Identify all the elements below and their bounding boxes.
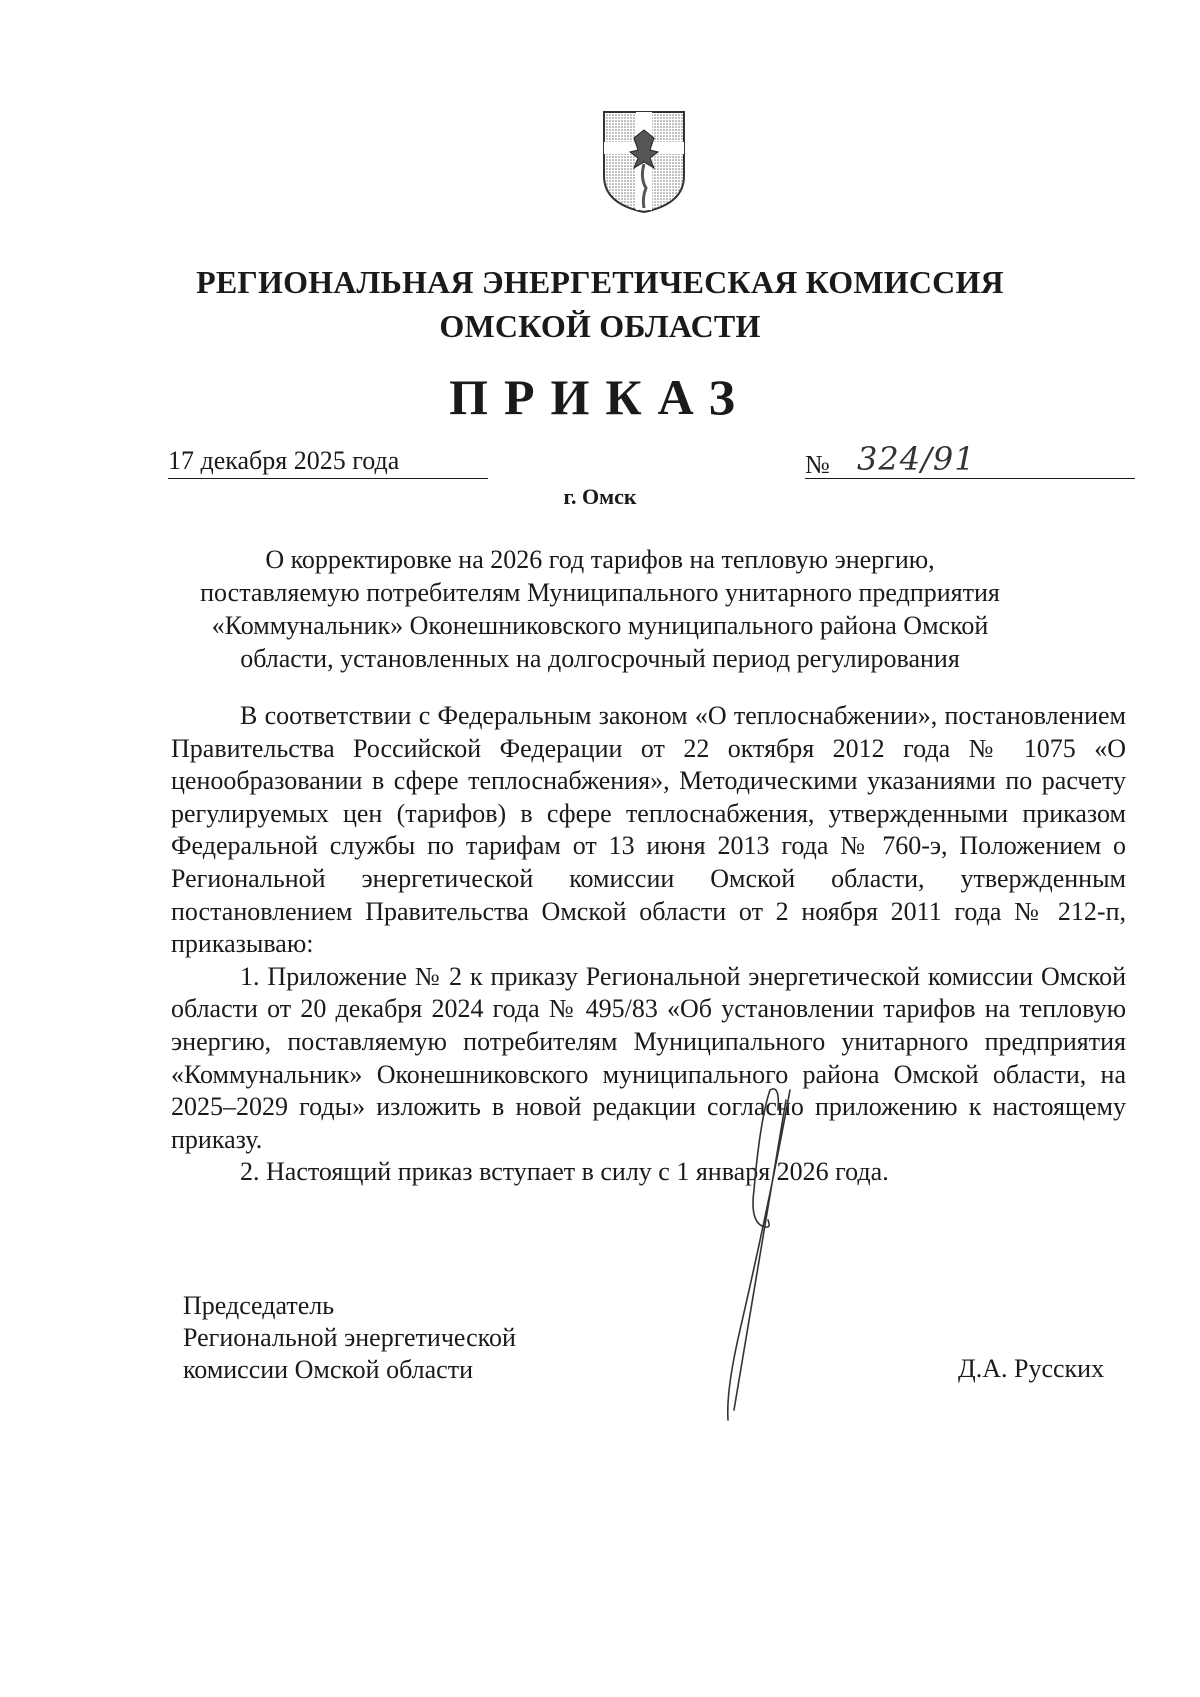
subject-line: области, установленных на долгосрочный период регулирования [240,644,960,673]
document-type: ПРИКАЗ [449,369,751,425]
subject-line: поставляемую потребителям Муниципального унитарного предприятия [200,578,1000,607]
subject-line: «Коммунальник» Оконешниковского муниципального района Омской [211,611,989,640]
organization-name [150,260,1050,348]
signatory-title-line3: комиссии Омской области [183,1355,473,1384]
signatory-title-line1: Председатель [183,1291,335,1320]
subject-line: О корректировке на 2026 год тарифов на тепловую энергию, [265,545,935,574]
document-number-value: 324/91 [857,440,976,478]
document-number-label: № [805,450,830,479]
organization-name-line1: РЕГИОНАЛЬНАЯ ЭНЕРГЕТИЧЕСКАЯ КОМИССИЯ [196,264,1004,300]
document-body [171,700,1126,1189]
document-number [805,440,1135,479]
omsk-region-coat-of-arms-icon [600,108,688,216]
document-city: г. Омск [563,484,637,509]
organization-name-line2: ОМСКОЙ ОБЛАСТИ [439,308,761,344]
signatory-title-line2: Региональной энергетической [183,1323,516,1352]
body-preamble: В соответствии с Федеральным законом «О теплоснабжении», постановлением Правительства Российской Федерации от 22 октября 2012 года № 1075 «О ценообразовании в сфере теплоснабжения», Методическими указаниями по расчету регулируемых цен (тарифов) в сфере теплоснабжения, утвержденными приказом Федеральной службы по тарифам от 13 июня 2013 года № 760-э, Положением о Региональной энергетической комиссии Омской области, утвержденным постановлением Правительства Омской области от 2 ноября 2011 года № 212-п, приказываю: [171,701,1126,959]
body-item-2: 2. Настоящий приказ вступает в силу с 1 января 2026 года. [240,1157,889,1187]
signatory-title [183,1290,603,1386]
document-date: 17 декабря 2025 года [168,446,488,479]
body-item-1: 1. Приложение № 2 к приказу Региональной энергетической комиссии Омской области от 20 декабря 2024 года № 495/83 «Об установлении тарифов на тепловую энергию, поставляемую потребителям Муниципального унитарного предприятия «Коммунальник» Оконешниковского муниципального района Омской области, на 2025–2029 годы» изложить в новой редакции согласно приложению к настоящему приказу. [171,961,1126,1154]
signer-name: Д.А. Русских [958,1354,1105,1383]
handwritten-signature [710,1080,870,1440]
document-subject [180,543,1020,675]
